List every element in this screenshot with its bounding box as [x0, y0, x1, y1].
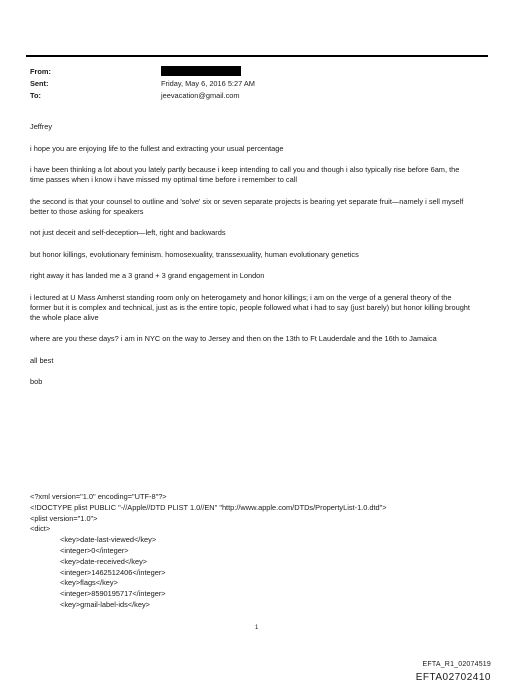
xml-line: <key>flags</key>: [60, 578, 118, 588]
header-rule: [26, 55, 488, 57]
sign-off: all best: [30, 355, 54, 365]
xml-line: <dict>: [30, 524, 51, 534]
xml-line: <key>date-received</key>: [60, 556, 148, 566]
xml-line: <plist version="1.0">: [30, 513, 98, 523]
xml-line: <key>date-last-viewed</key>: [60, 535, 157, 545]
page-number: 1: [255, 625, 259, 631]
signature: bob: [30, 377, 43, 386]
xml-line: <?xml version="1.0" encoding="UTF-8"?>: [30, 492, 167, 501]
body-paragraph: but honor killings, evolutionary feminism. homosexuality, transsexuality, human evolutionary genetics: [30, 249, 359, 259]
xml-line: <!DOCTYPE plist PUBLIC "-//Apple//DTD PLIST 1.0//EN" "http://www.apple.com/DTDs/PropertyList-1.0.dtd">: [30, 502, 387, 512]
body-paragraph: the second is that your counsel to outline and 'solve' six or seven separate projects is bearing yet separate fruit—namely i sell myself better to those asking for speakers: [30, 196, 464, 216]
xml-line: <key>gmail-label-ids</key>: [60, 599, 150, 609]
body-paragraph: i hope you are enjoying life to the fullest and extracting your usual percentage: [30, 143, 284, 153]
efta-id-large: EFTA02702410: [415, 672, 491, 683]
greeting: Jeffrey: [30, 122, 53, 131]
xml-line: <integer>0</integer>: [60, 545, 129, 555]
efta-id-small: EFTA_R1_02074519: [422, 661, 491, 668]
email-body: [30, 122, 470, 399]
to-label: To:: [30, 91, 41, 100]
plist-xml-block: [30, 492, 387, 611]
body-paragraph: right away it has landed me a 3 grand + 3 grand engagement in London: [30, 271, 265, 280]
from-label: From:: [30, 67, 51, 76]
xml-line: <integer>1462512406</integer>: [60, 567, 166, 577]
redacted-sender-box: [161, 66, 241, 76]
body-paragraph: i lectured at U Mass Amherst standing room only on heterogamety and honor killings; i am on the verge of a general theory of the former but it is complex and technical, just as is the entire topic, people followed what i had to say (just barely) but honor killing brought the whole place alive: [30, 292, 470, 322]
sent-label: Sent:: [30, 79, 49, 88]
xml-line: <integer>8590195717</integer>: [60, 589, 166, 599]
sent-value: Friday, May 6, 2016 5:27 AM: [161, 79, 255, 88]
to-value: jeevacation@gmail.com: [161, 91, 240, 100]
body-paragraph: where are you these days? i am in NYC on the way to Jersey and then on the 13th to Ft Lauderdale and the 16th to Jamaica: [30, 334, 437, 343]
body-paragraph: i have been thinking a lot about you lately partly because i keep intending to call you and though i also typically rise before 6am, the time passes when i know i have missed my optimal time before i remember to call: [30, 165, 460, 184]
body-paragraph: not just deceit and self-deception—left, right and backwards: [30, 228, 226, 237]
